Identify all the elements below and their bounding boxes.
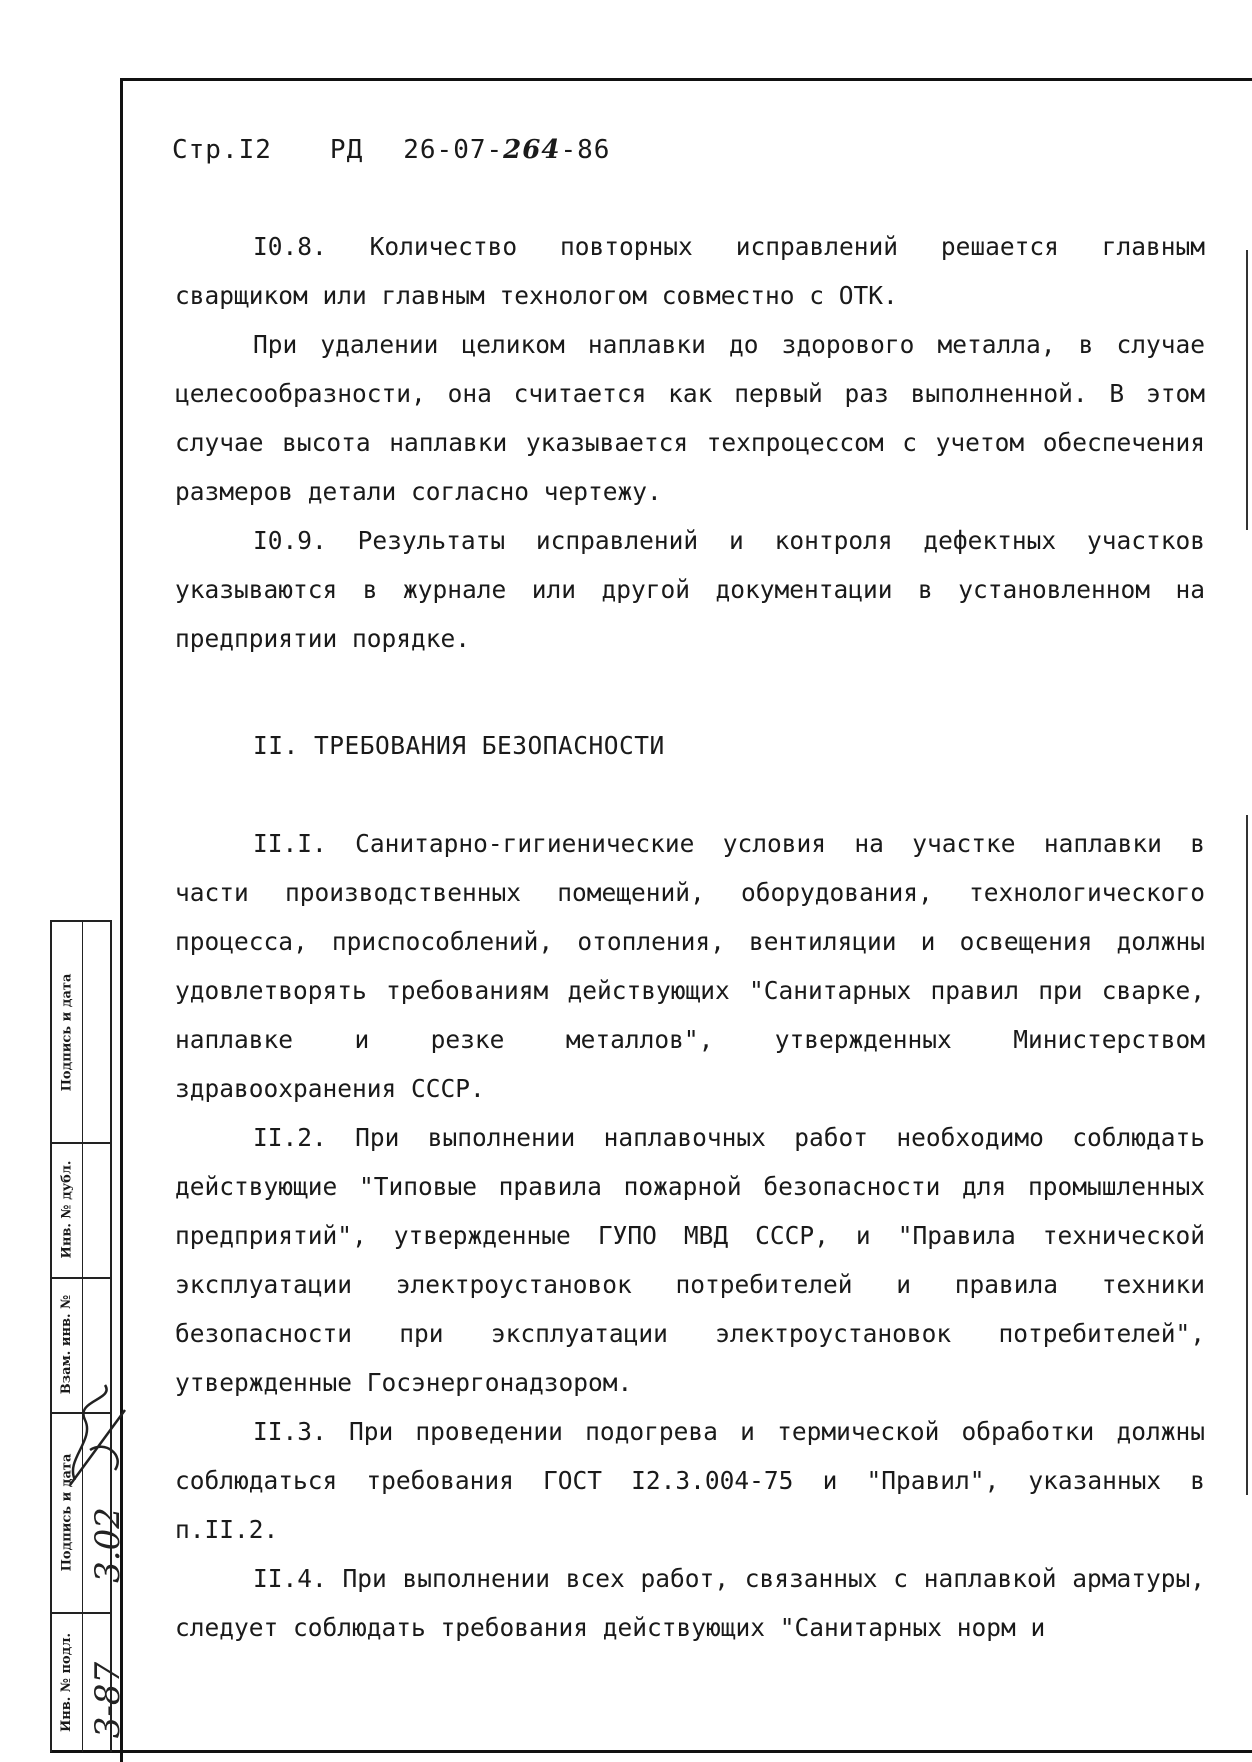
page-number: Стр.I2 (172, 135, 272, 165)
stamp-divider (82, 922, 83, 1752)
doc-code-prefix: РД (329, 135, 364, 165)
stamp-label-signature-date: Подпись и дата (59, 973, 75, 1091)
handwritten-inventory-number: 3-87 (88, 1661, 129, 1739)
doc-code-year: -86 (560, 135, 611, 165)
page-header (172, 135, 610, 165)
margin-stamp (50, 920, 112, 1752)
paragraph-11-2: II.2. При выполнении наплавочных работ необходимо соблюдать действующие "Типовые правила пожарной безопасности для промышленных предприятий", утвержденные ГУПО МВД СССР, и "Правила технической эксплуатации электроустановок потребителей и правила техники безопасности при эксплуатации электроустановок потребителей", утвержденные Госэнергонадзором. (175, 1123, 1205, 1397)
stamp-label-dup-inv: Инв. № дубл. (59, 1160, 75, 1259)
section-heading: II. ТРЕБОВАНИЯ БЕЗОПАСНОСТИ (253, 731, 665, 760)
stamp-label-signature-date-2: Подпись и дата (59, 1453, 75, 1571)
doc-code-number: 264 (503, 135, 561, 165)
paragraph-10-8-cont: При удалении целиком наплавки до здорового металла, в случае целесообразности, она считается как первый раз выполненной. В этом случае высота наплавки указывается техпроцессом с учетом обеспечения размеров детали согласно чертежу. (175, 330, 1205, 506)
stamp-label-orig-inv: Инв. № подл. (59, 1632, 75, 1732)
paragraph-11-3: II.3. При проведении подогрева и термической обработки должны соблюдаться требования ГОСТ I2.3.004-75 и "Правил", указанных в п.II.2. (175, 1417, 1205, 1544)
doc-code-middle: 26-07- (403, 135, 504, 165)
stamp-label-replace-inv: Взам. инв. № (59, 1294, 75, 1395)
page-edge-mark (1246, 250, 1248, 530)
paragraph-10-9: I0.9. Результаты исправлений и контроля дефектных участков указываются в журнале или другой документации в установленном на предприятии порядке. (175, 526, 1205, 653)
paragraph-11-4: II.4. При выполнении всех работ, связанных с наплавкой арматуры, следует соблюдать требования действующих "Санитарных норм и (175, 1564, 1205, 1642)
handwritten-signature (55, 1380, 135, 1490)
paragraph-11-1: II.I. Санитарно-гигиенические условия на участке наплавки в части производственных помещений, оборудования, технологического процесса, приспособлений, отопления, вентиляции и освещения должны удовлетворять требованиям действующих "Санитарных правил при сварке, наплавке и резке металлов", утвержденных Министерством здравоохранения СССР. (175, 829, 1205, 1103)
page-edge-mark (1246, 815, 1248, 1495)
handwritten-date: 3.02 (87, 1507, 128, 1583)
document-code (330, 135, 610, 165)
document-body (175, 222, 1205, 1652)
page-frame-bottom (50, 1750, 1252, 1753)
page-frame-top (120, 78, 1252, 81)
paragraph-10-8: I0.8. Количество повторных исправлений решается главным сварщиком или главным технологом совместно с ОТК. (175, 232, 1205, 310)
